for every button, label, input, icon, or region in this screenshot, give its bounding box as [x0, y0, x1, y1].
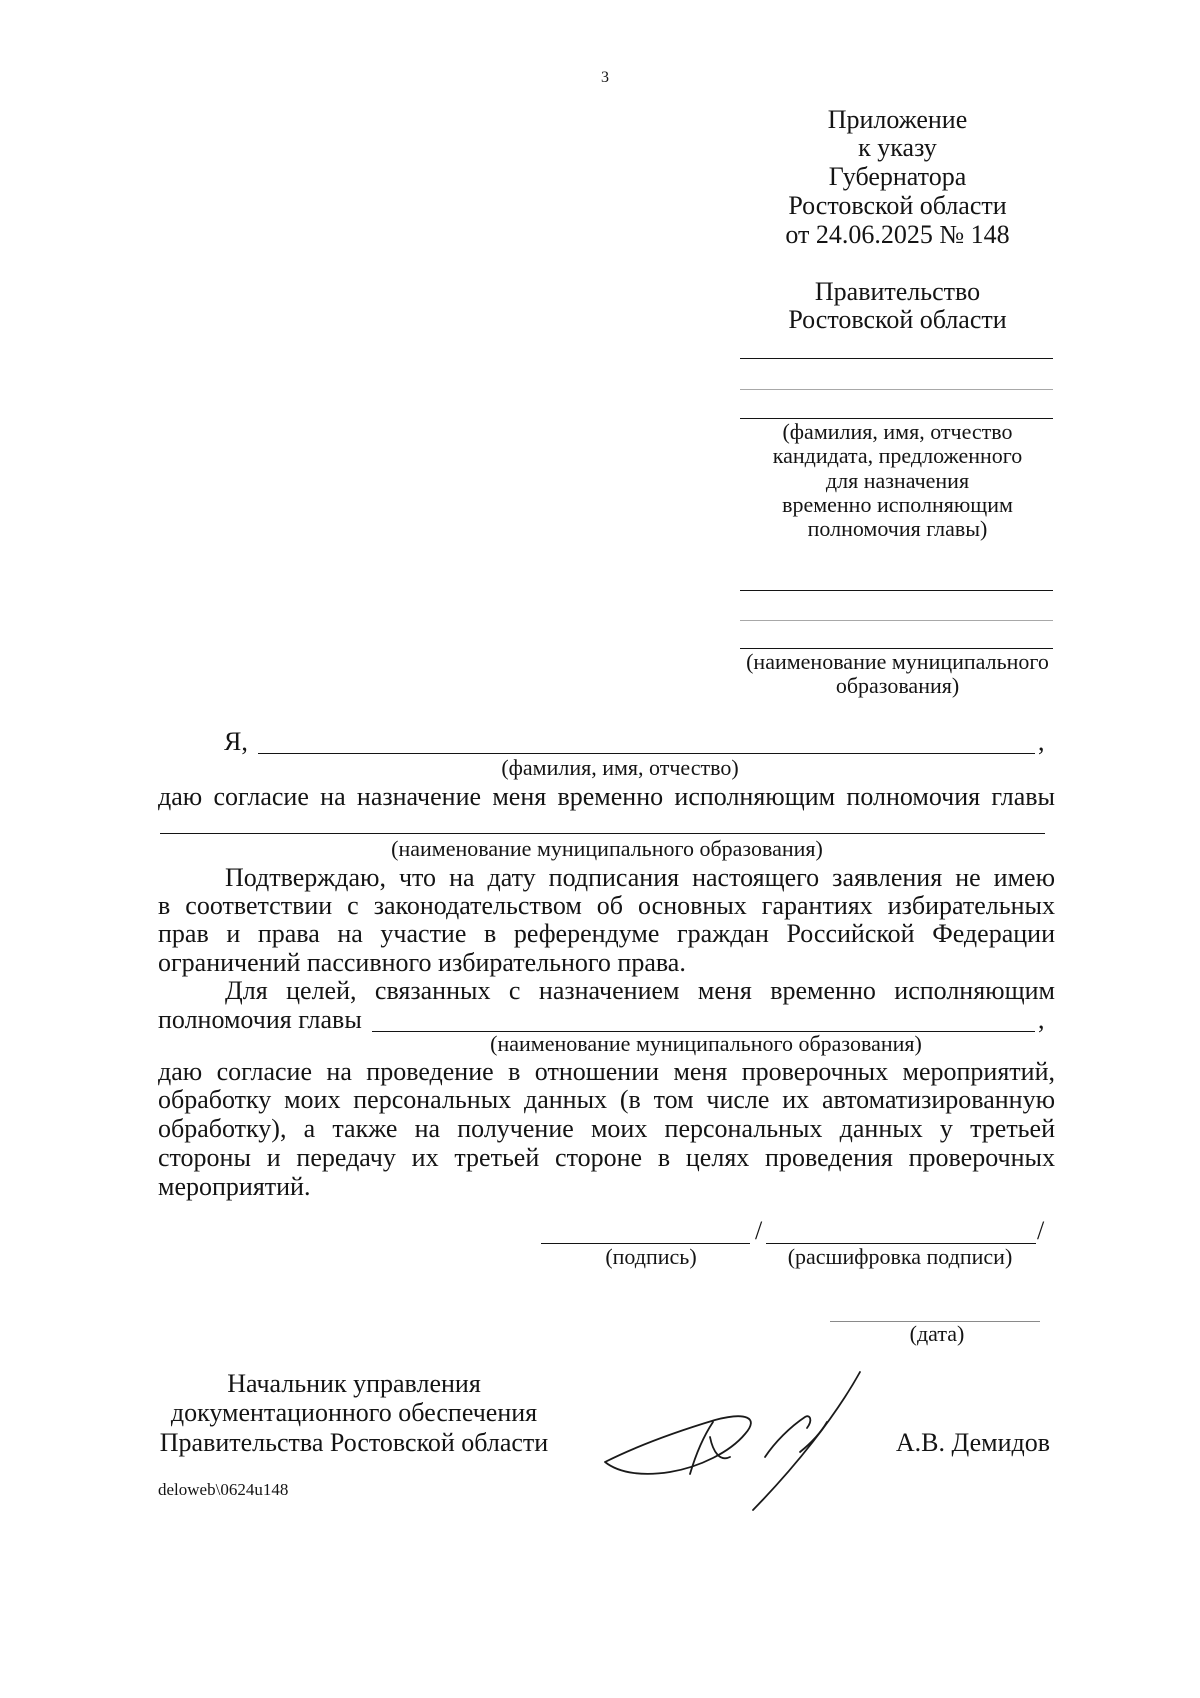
municipality-fill-line — [740, 620, 1053, 621]
appendix-header — [740, 106, 1055, 250]
caption-line: (фамилия, имя, отчество — [782, 419, 1013, 444]
purpose-caption: (наименование муниципального образования) — [490, 1031, 922, 1056]
caption-line: кандидата, предложенного — [772, 443, 1023, 469]
fio-fill-line — [258, 753, 1035, 754]
date-caption: (дата) — [909, 1321, 965, 1346]
appendix-line: Губернатора — [828, 162, 967, 191]
handwritten-signature — [595, 1362, 870, 1517]
i-prefix: Я, — [224, 726, 248, 756]
consent2-line: обработку), а также на получение моих персональных данных у третьей — [158, 1113, 1055, 1143]
confirm-line: в соответствии с законодательством об основных гарантиях избирательных — [158, 890, 1055, 920]
addressee-line: Правительство — [814, 276, 981, 306]
appendix-line: Ростовской области — [788, 190, 1007, 220]
consent2-line: обработку моих персональных данных (в том числе их автоматизированную — [158, 1085, 1055, 1114]
caption-line: полномочия главы) — [807, 516, 988, 542]
decode-caption: (расшифровка подписи) — [787, 1244, 1013, 1269]
appendix-line: от 24.06.2025 № 148 — [785, 219, 1010, 249]
consent2-line: мероприятий. — [158, 1171, 311, 1201]
municipality-inline-fill-line — [160, 833, 1045, 834]
slash: / — [755, 1215, 763, 1245]
municipality-inline-caption: (наименование муниципального образования) — [391, 836, 823, 861]
signatory-name: А.В. Демидов — [895, 1427, 1050, 1457]
caption-line: для назначения — [825, 467, 970, 493]
comma: , — [1038, 726, 1045, 756]
consent2-line: даю согласие на проведение в отношении меня проверочных мероприятий, — [158, 1056, 1055, 1086]
candidate-fill-line — [740, 358, 1053, 359]
signature-caption: (подпись) — [605, 1244, 697, 1269]
appendix-line: к указу — [858, 133, 937, 163]
appendix-line: Приложение — [827, 104, 968, 134]
addressee-line: Ростовской области — [788, 304, 1007, 334]
confirm-line: прав и права на участие в референдуме граждан Российской Федерации — [158, 918, 1055, 948]
purpose-line: Для целей, связанных с назначением меня временно исполняющим — [225, 975, 1055, 1005]
position-line: Начальник управления — [227, 1368, 481, 1398]
caption-line: (наименование муниципального — [746, 649, 1049, 674]
slash: / — [1037, 1215, 1045, 1245]
municipality-fill-line — [740, 590, 1053, 591]
addressee — [740, 278, 1055, 334]
confirm-line: Подтверждаю, что на дату подписания настоящего заявления не имею — [225, 862, 1055, 892]
position-line: документационного обеспечения — [170, 1398, 538, 1427]
caption-line: временно исполняющим — [782, 491, 1013, 517]
candidate-caption — [740, 420, 1055, 541]
candidate-fill-line — [740, 389, 1053, 390]
position-line: Правительства Ростовской области — [159, 1427, 549, 1457]
caption-line: образования) — [835, 673, 960, 698]
consent2-line: стороны и передачу их третьей стороне в целях проведения проверочных — [158, 1142, 1055, 1172]
municipality-caption — [738, 650, 1057, 698]
fio-caption: (фамилия, имя, отчество) — [501, 755, 739, 780]
confirm-line: ограничений пассивного избирательного права. — [158, 947, 686, 977]
page-number: 3 — [601, 69, 609, 86]
document-code: deloweb\0624u148 — [158, 1480, 289, 1499]
purpose-prefix: полномочия главы — [158, 1004, 362, 1034]
comma: , — [1038, 1004, 1045, 1034]
official-position — [158, 1369, 550, 1458]
consent-line: даю согласие на назначение меня временно исполняющим полномочия главы — [158, 781, 1055, 811]
